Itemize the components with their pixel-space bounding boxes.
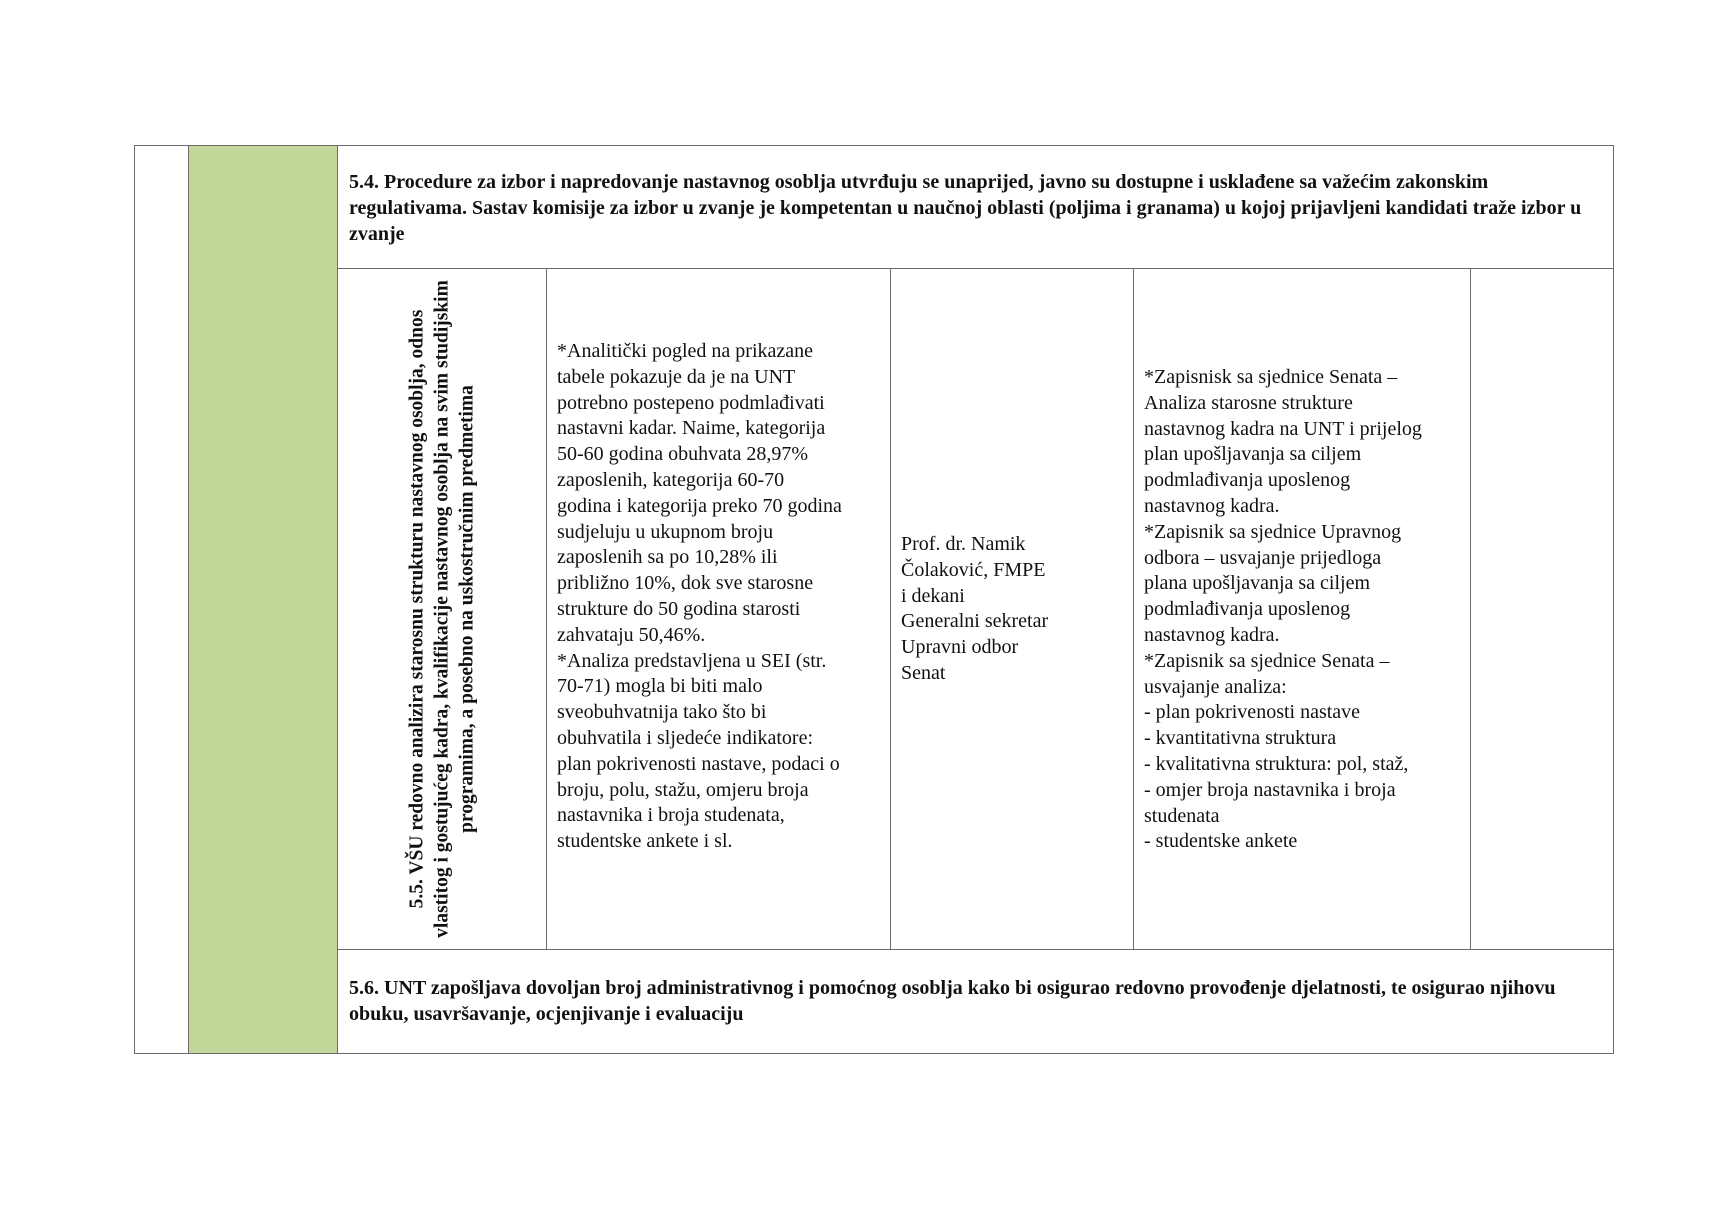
evidence-cell: *Zapisnisk sa sjednice Senata – Analiza starosne strukture nastavnog kadra na UNT i prijelog plan upošljavanja sa ciljem podmlađivanja uposlenog nastavnog kadra. *Zapisnik sa sjednice Upravnog odbora – usvajanje prijedloga plana upošljavanja sa ciljem podmlađivanja uposlenog nastavnog kadra. *Zapisnik sa sjednice Senata – usvajanje analiza: - plan pokrivenosti nastave - kvantitativna struktura - kvalitativna struktura: pol, staž, - omjer broja nastavnika i broja studenata - studentske ankete — [1144, 366, 1422, 853]
col-divider-4 — [1470, 268, 1471, 949]
row-divider-2 — [338, 949, 1613, 950]
green-column — [188, 146, 338, 1053]
criterion-5-6: 5.6. UNT zapošljava dovoljan broj administrativnog i pomoćnog osoblja kako bi osigurao redovno provođenje djelatnosti, te osigurao njihovu obuku, usavršavanje, ocjenjivanje i evaluaciju — [349, 977, 1556, 1025]
criterion-5-4: 5.4. Procedure za izbor i napredovanje nastavnog osoblja utvrđuju se unaprijed, javno su dostupne i usklađene sa važećim zakonskim regulativama. Sastav komisije za izbor u zvanje je kompetentan u naučnoj oblasti (poljima i granama) u kojoj prijavljeni kandidati traže izbor u zvanje — [349, 171, 1582, 245]
criteria-table — [134, 145, 1614, 1054]
analysis-cell: *Analitički pogled na prikazane tabele pokazuje da je na UNT potrebno postepeno podmlađivati nastavni kadar. Naime, kategorija 50-60 godina obuhvata 28,97% zaposlenih, kategorija 60-70 godina i kategorija preko 70 godina sudjeluju u ukupnom broju zaposlenih sa po 10,28% ili približno 10%, dok sve starosne strukture do 50 godina starosti zahvataju 50,46%. *Analiza predstavljena u SEI (str. 70-71) mogla bi biti malo sveobuhvatnija tako što bi obuhvatila i sljedeće indikatore: plan pokrivenosti nastave, podaci o broju, polu, stažu, omjeru broja nastavnika i broja studenata, studentske ankete i sl. — [557, 340, 842, 853]
col-divider-3 — [1133, 268, 1134, 949]
criterion-5-5: 5.5. VŠU redovno analizira starosnu strukturu nastavnog osoblja, odnos vlastitog i gostujućeg kadra, kvalifikacije nastavnog osoblja na svim studijskim programima, a posebno na uskostručnim predmetima — [406, 279, 478, 938]
col-divider-2 — [890, 268, 891, 949]
col-divider-1 — [546, 268, 547, 949]
criterion-5-5-cell — [338, 268, 546, 949]
responsible-cell: Prof. dr. Namik Čolaković, FMPE i dekani Generalni sekretar Upravni odbor Senat — [901, 533, 1049, 684]
